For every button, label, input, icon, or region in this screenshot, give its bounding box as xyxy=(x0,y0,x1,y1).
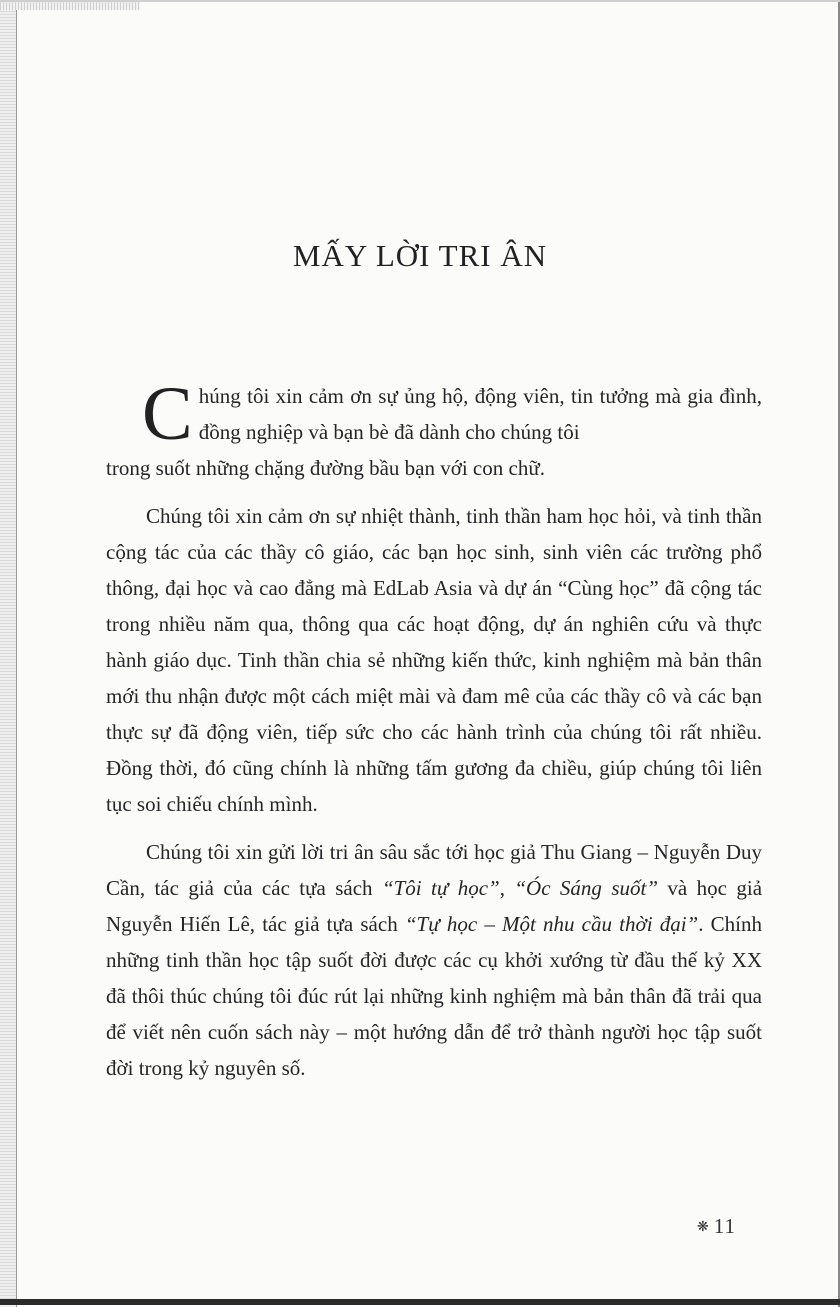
paragraph-3-text-3: và học giả Nguyễn Hiến Lê, tác giả tựa sách xyxy=(106,876,763,936)
paragraph-3-text-1: Chúng tôi xin gửi lời tri ân sâu sắc tới học giả Thu Giang – Nguyễn Duy Cần, tác giả của các tựa sách xyxy=(106,840,762,900)
scan-edge-left xyxy=(0,2,16,1307)
page-number-value: 11 xyxy=(713,1214,736,1238)
flower-bullet-icon: ❋ xyxy=(697,1220,710,1235)
scan-edge-bottom xyxy=(0,1299,840,1305)
scan-line-left xyxy=(16,2,17,1307)
scan-edge-top xyxy=(0,2,140,10)
book-title-oc-sang-suot: “Óc Sáng suốt” xyxy=(514,876,659,900)
paragraph-3 xyxy=(106,834,762,1086)
paragraph-1-lines-1-2: húng tôi xin cảm ơn sự ủng hộ, động viên, tin tưởng mà gia đình, đồng nghiệp và bạn bè đã dành cho chúng tôi xyxy=(198,384,762,444)
paragraph-3-text-4: . Chính những tinh thần học tập suốt đời được các cụ khởi xướng từ đầu thế kỷ XX đã thôi thúc chúng tôi đúc rút lại những kinh nghiệm mà bản thân đã trải qua để viết nên cuốn sách này – một hướng dẫn để trở thành người học tập suốt đời trong kỷ nguyên số. xyxy=(106,912,762,1080)
book-title-toi-tu-hoc: “Tôi tự học” xyxy=(381,876,500,900)
page-title: MẤY LỜI TRI ÂN xyxy=(292,238,548,273)
body-text xyxy=(106,372,763,1098)
paragraph-1 xyxy=(106,372,762,486)
paragraph-2: Chúng tôi xin cảm ơn sự nhiệt thành, tinh thần ham học hỏi, và tinh thần cộng tác của các thầy cô giáo, các bạn học sinh, sinh viên các trường phổ thông, đại học và cao đẳng mà EdLab Asia và dự án “Cùng học” đã cộng tác trong nhiều năm qua, thông qua các hoạt động, dự án nghiên cứu và thực hành giáo dục. Tinh thần chia sẻ những kiến thức, kinh nghiệm mà bản thân mới thu nhận được một cách miệt mài và đam mê của các thầy cô và các bạn thực sự đã động viên, tiếp sức cho các hành trình của chúng tôi rất nhiều. Đồng thời, đó cũng chính là những tấm gương đa chiều, giúp chúng tôi liên tục soi chiếu chính mình. xyxy=(106,504,762,816)
paragraph-1-line-3: trong suốt những chặng đường bầu bạn với con chữ. xyxy=(106,456,545,480)
drop-cap: C xyxy=(142,372,193,456)
page-number xyxy=(697,1214,736,1239)
book-title-tu-hoc: “Tự học – Một nhu cầu thời đại” xyxy=(404,912,699,936)
paragraph-3-text-2: , xyxy=(499,876,515,900)
